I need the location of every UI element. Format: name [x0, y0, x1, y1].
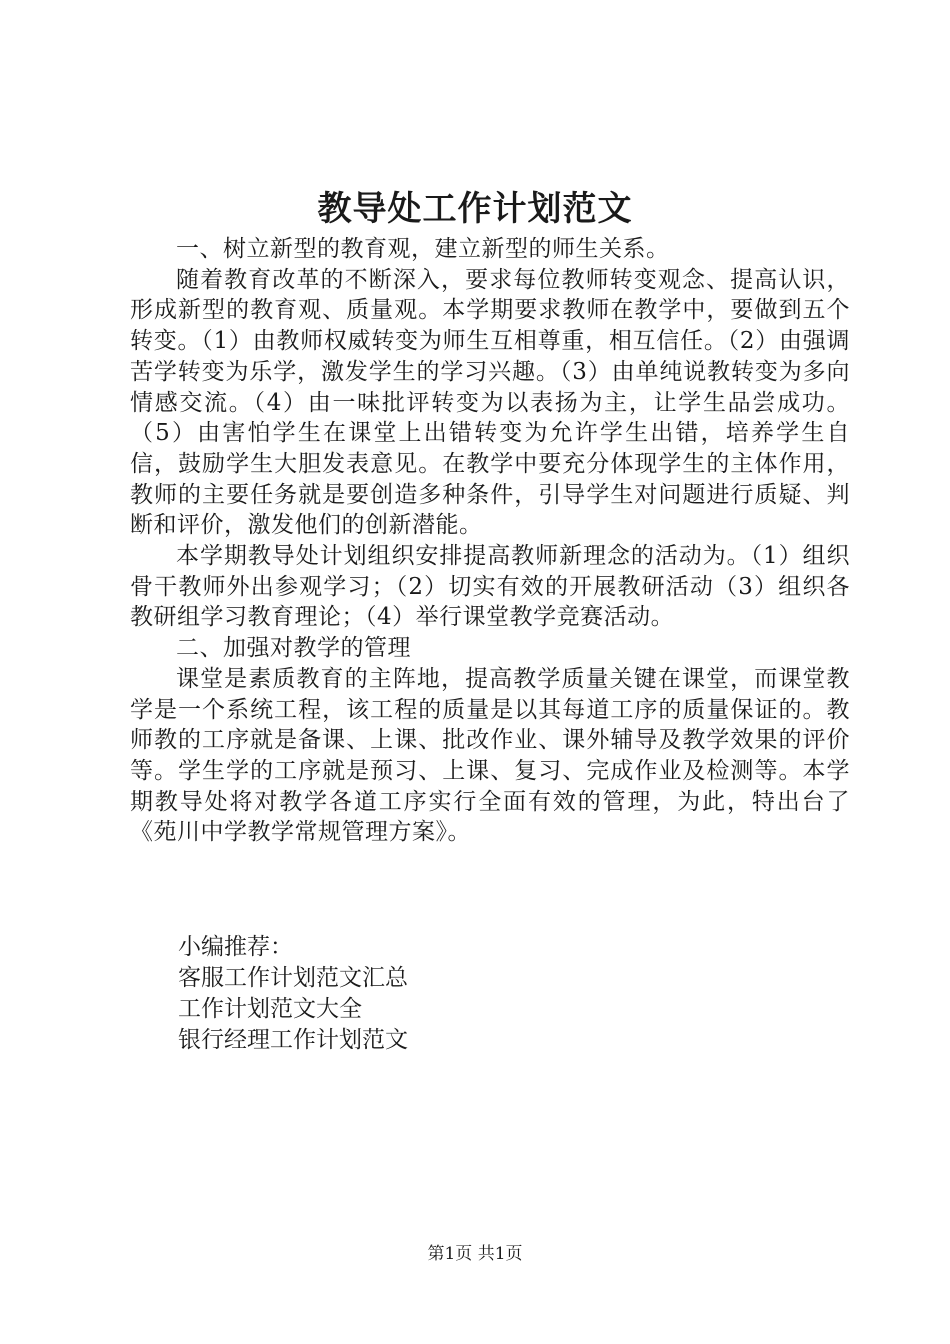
- paragraph-teaching-management: 课堂是素质教育的主阵地，提高教学质量关键在课堂，而课堂教学是一个系统工程，该工程的质量是以其每道工序的质量保证的。教师教的工序就是备课、上课、批改作业、课外辅导及教学效果的评价等。学生学的工序就是预习、上课、复习、完成作业及检测等。本学期教导处将对教学各道工序实行全面有效的管理，为此，特出台了《苑川中学教学常规管理方案》。: [130, 665, 850, 846]
- document-title: 教导处工作计划范文: [317, 189, 633, 229]
- paragraph-section-2-heading: 二、加强对教学的管理: [176, 635, 411, 662]
- page-footer: 第1页 共1页: [427, 1244, 523, 1264]
- recommend-link[interactable]: 工作计划范文大全: [178, 996, 362, 1022]
- paragraph-five-changes: 随着教育改革的不断深入，要求每位教师转变观念、提高认识，形成新型的教育观、质量观。本学期要求教师在教学中，要做到五个转变。（1）由教师权威转变为师生互相尊重，相互信任。（2）由强调苦学转变为乐学，激发学生的学习兴趣。（3）由单纯说教转变为多向情感交流。（4）由一味批评转变为以表扬为主，让学生品尝成功。（5）由害怕学生在课堂上出错转变为允许学生出错，培养学生自信，鼓励学生大胆发表意见。在教学中要充分体现学生的主体作用，教师的主要任务就是要创造多种条件，引导学生对问题进行质疑、判断和评价，激发他们的创新潜能。: [130, 266, 850, 539]
- recommend-link[interactable]: 客服工作计划范文汇总: [178, 965, 408, 991]
- recommendations: [178, 932, 778, 1056]
- paragraph-activities: 本学期教导处计划组织安排提高教师新理念的活动为。（1）组织骨干教师外出参观学习；（2）切实有效的开展教研活动（3）组织各教研组学习教育理论；（4）举行课堂教学竞赛活动。: [130, 543, 850, 631]
- recommend-heading: 小编推荐：: [178, 934, 293, 960]
- recommend-link[interactable]: 银行经理工作计划范文: [178, 1027, 408, 1053]
- paragraph-section-1-heading: 一、树立新型的教育观，建立新型的师生关系。: [176, 236, 670, 262]
- document-body: [130, 234, 850, 848]
